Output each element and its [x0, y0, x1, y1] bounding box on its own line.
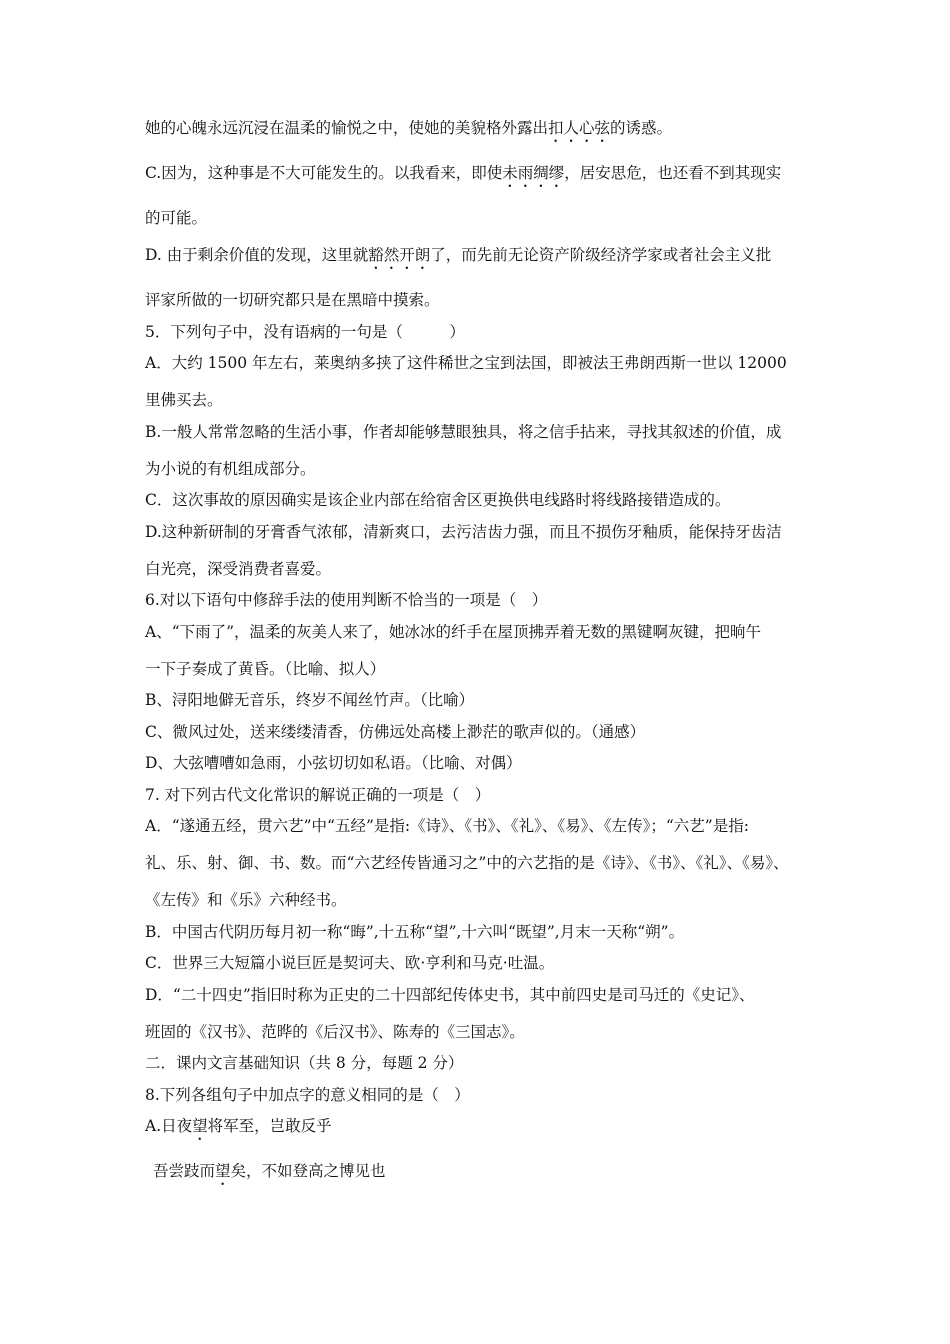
question-5-option-c: C．这次事故的原因确实是该企业内部在给宿舍区更换供电线路时将线路接错造成的。 [145, 491, 731, 509]
question-7-option-a: A．“遂通五经，贯六艺”中“五经”是指:《诗》、《书》、《礼》、《易》、《左传》；“六艺”是指: [145, 817, 749, 835]
dotted-character: 望 [215, 1162, 231, 1180]
line-text: 将军至，岂敢反乎 [207, 1117, 332, 1135]
continuation-line: 白光亮，深受消费者喜爱。 [145, 559, 332, 578]
question-8-option-a [145, 1116, 840, 1144]
continuation-line: 一下子奏成了黄昏。（比喻、拟人） [145, 659, 386, 678]
question-6-stem: 6.对以下语句中修辞手法的使用判断不恰当的一项是（ ） [145, 591, 548, 609]
question-7-stem: 7. 对下列古代文化常识的解说正确的一项是（ ） [145, 785, 491, 804]
question-5-option-b: B.一般人常常忽略的生活小事，作者却能够慧眼独具，将之信手拈来，寻找其叙述的价值，成 [145, 422, 782, 441]
continuation-line: 的可能。 [145, 209, 208, 227]
question-5-option-a: A．大约 1500 年左右，莱奥纳多挟了这件稀世之宝到法国，即被法王弗朗西斯一世以 12000 [145, 354, 787, 372]
continuation-line: 班固的《汉书》、范晔的《后汉书》、陈寿的《三国志》。 [145, 1022, 525, 1041]
line-text: ，居安思危，也还看不到其现实 [564, 164, 782, 182]
option-c-line [145, 163, 840, 191]
dotted-character: 望 [192, 1117, 208, 1135]
question-6-option-a: A、“下雨了”，温柔的灰美人来了，她冰冰的纤手在屋顶拂弄着无数的黑键啊灰键，把晌午 [145, 622, 762, 641]
option-d-line [145, 245, 840, 273]
line-text: 矣，不如登高之博见也 [230, 1162, 386, 1180]
dotted-phrase: 未雨绸缪 [502, 164, 565, 182]
question-6-option-c: C、微风过处，送来缕缕清香，仿佛远处高楼上渺茫的歌声似的。（通感） [145, 722, 646, 741]
dotted-phrase: 扣人心弦 [548, 119, 611, 137]
question-7-option-d: D．“二十四史”指旧时称为正史的二十四部纪传体史书，其中前四史是司马迁的《史记》、 [145, 985, 755, 1004]
passage-line [145, 118, 840, 146]
question-6-option-d: D、大弦嘈嘈如急雨，小弦切切如私语。（比喻、对偶） [145, 754, 522, 772]
question-5-option-d: D.这种新研制的牙膏香气浓郁，清新爽口，去污洁齿力强，而且不损伤牙釉质，能保持牙齿洁 [145, 522, 782, 541]
dotted-phrase: 豁然开朗 [368, 246, 431, 264]
line-text: A.日夜 [145, 1117, 193, 1135]
question-8-option-a-second [145, 1161, 840, 1189]
continuation-line: 为小说的有机组成部分。 [145, 459, 316, 478]
continuation-line: 评家所做的一切研究都只是在黑暗中摸索。 [145, 291, 440, 309]
continuation-line: 礼、乐、射、御、书、数。而“六艺经传皆通习之”中的六艺指的是《诗》、《书》、《礼》、《易》、 [145, 854, 789, 872]
continuation-line: 《左传》和《乐》六种经书。 [145, 891, 347, 909]
line-text: 了，而先前无论资产阶级经济学家或者社会主义批 [430, 246, 772, 264]
question-7-option-c: C．世界三大短篇小说巨匠是契诃夫、欧·亨利和马克·吐温。 [145, 954, 555, 972]
continuation-line: 里佛买去。 [145, 391, 223, 409]
section-two-heading: 二．课内文言基础知识（共 8 分，每题 2 分） [145, 1054, 464, 1072]
line-text: C.因为，这种事是不大可能发生的。以我看来，即使 [145, 164, 503, 182]
line-text: D. 由于剩余价值的发现，这里就 [145, 246, 369, 264]
line-text: 吾尝跂而 [153, 1162, 216, 1180]
line-text: 的诱惑。 [610, 119, 673, 137]
question-8-stem: 8.下列各组句子中加点字的意义相同的是（ ） [145, 1085, 470, 1104]
question-5-stem: 5．下列句子中，没有语病的一句是（ ） [145, 322, 465, 341]
question-7-option-b: B．中国古代阴历每月初一称“晦”,十五称“望”,十六叫“既望”,月末一天称“朔”。 [145, 922, 685, 941]
question-6-option-b: B、浔阳地僻无音乐，终岁不闻丝竹声。（比喻） [145, 691, 475, 709]
line-text: 她的心魄永远沉浸在温柔的愉悦之中，使她的美貌格外露出 [145, 119, 549, 137]
